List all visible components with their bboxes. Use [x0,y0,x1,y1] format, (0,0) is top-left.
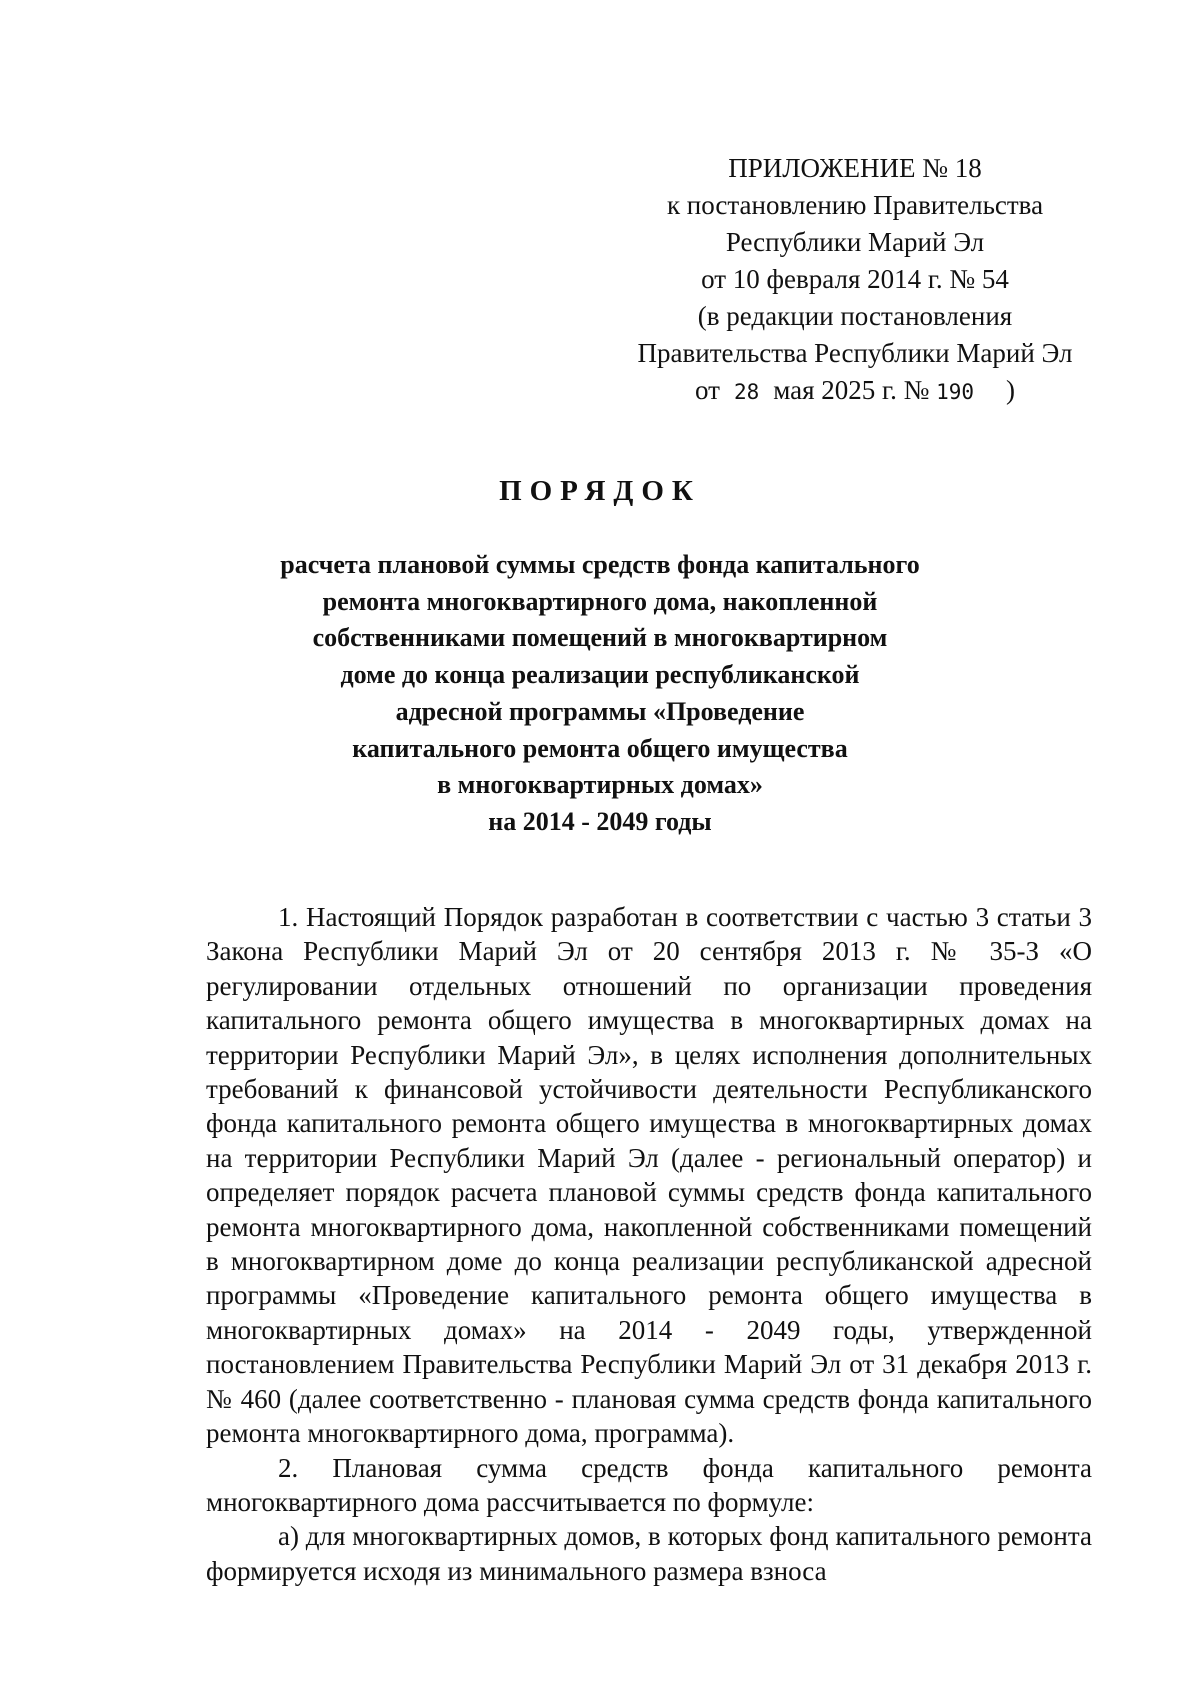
document-title: ПОРЯДОК [499,475,701,507]
subtitle-line: ремонта многоквартирного дома, накопленной [322,586,878,616]
subtitle-line: расчета плановой суммы средств фонда капитального [280,550,920,579]
revision-number: 190 [936,380,975,404]
appendix-header [620,150,1090,411]
subtitle-line: адресной программы «Проведение [395,696,805,726]
document-subtitle [200,547,1000,841]
revision-month-year: мая 2025 г. № [773,375,930,405]
revision-day: 28 [733,380,760,404]
appendix-number: ПРИЛОЖЕНИЕ № 18 [728,153,982,183]
document-body [206,900,1092,1588]
appendix-reference-line: к постановлению Правительства [666,190,1044,220]
revision-date-suffix: ) [1006,375,1016,405]
subtitle-line: собственниками помещений в многоквартирном [312,623,888,653]
appendix-government-line: Правительства Республики Марий Эл [637,338,1073,368]
paragraph-2: 2. Плановая сумма средств фонда капитального ремонта многоквартирного дома рассчитывается по формуле: [206,1452,1092,1517]
appendix-revision-date [620,372,1090,411]
appendix-original-date: от 10 февраля 2014 г. № 54 [701,264,1009,294]
appendix-revision-line: (в редакции постановления [697,301,1013,331]
subtitle-line: на 2014 - 2049 годы [488,806,712,836]
subtitle-line: в многоквартирных домах» [437,770,763,800]
revision-date-prefix: от [694,375,720,405]
appendix-republic-line: Республики Марий Эл [725,227,985,257]
subtitle-line: капитального ремонта общего имущества [352,733,848,763]
subtitle-line: доме до конца реализации республиканской [340,660,860,690]
paragraph-1: 1. Настоящий Порядок разработан в соответствии с частью 3 статьи 3 Закона Республики Марий Эл от 20 сентября 2013 г. № 35-З «О регулировании отдельных отношений по организации проведения капитального ремонта общего имущества в многоквартирных домах на территории Республики Марий Эл», в целях исполнения дополнительных требований к финансовой устойчивости деятельности Республиканского фонда капитального ремонта общего имущества в многоквартирных домах на территории Республики Марий Эл (далее - региональный оператор) и определяет порядок расчета плановой суммы средств фонда капитального ремонта многоквартирного дома, накопленной собственниками помещений в многоквартирном доме до конца реализации республиканской адресной программы «Проведение капитального ремонта общего имущества в многоквартирных домах» на 2014 - 2049 годы, утвержденной постановлением Правительства Республики Марий Эл от 31 декабря 2013 г. № 460 (далее соответственно - плановая сумма средств фонда капитального ремонта многоквартирного дома, программа). [206,902,1092,1449]
paragraph-2a: а) для многоквартирных домов, в которых фонд капитального ремонта формируется исходя из минимального размера взноса [206,1521,1092,1586]
